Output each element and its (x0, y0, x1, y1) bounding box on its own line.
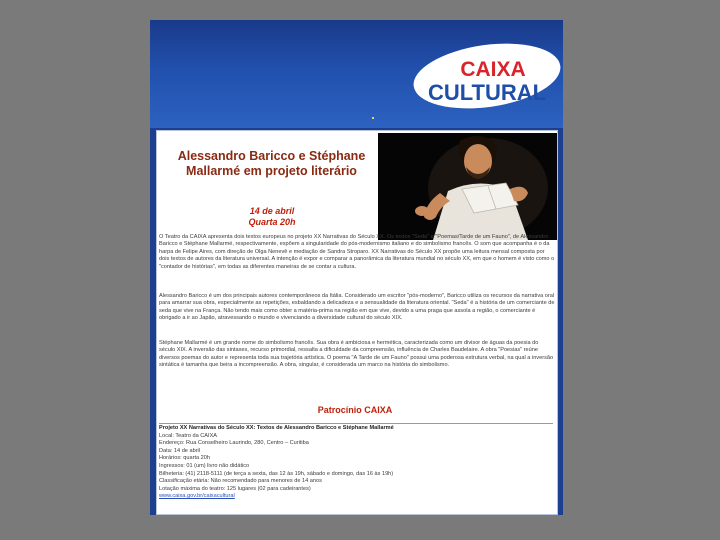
logo-cultural: CULTURAL (427, 80, 547, 105)
event-time: Horários: quarta 20h (159, 455, 210, 462)
event-local: Local: Teatro da CAIXA (159, 432, 218, 439)
performer-photo (378, 133, 557, 240)
website-link[interactable]: www.caixa.gov.br/caixacultural (159, 493, 235, 500)
mallarme-paragraph: Stéphane Mallarmé é um grande nome do simbolismo francês. Sua obra é ambiciosa e hermética, caracterizada como um divisor de águas da poesia do século XIX. A inversão das sintaxes, recurso primordial, ressalta a dificuldade da compreensão, influência de Charles Baudelaire. A obra "Poesias" reúne diversos poemas do autor e representa toda sua trajetória artística. O poema "A Tarde de um Fauno" possui uma poderosa estrutura verbal, na qual a inversão sintática é tamanha que beira a incompreensão. A obra, singular, é considerada um marco na história do simbolismo. (159, 340, 554, 369)
event-date-info: Data: 14 de abril (159, 447, 201, 454)
event-box-office: Bilheteria: (41) 2118-5111 (de terça a sexta, das 12 às 19h, sábado e domingo, das 16 às 19h) (159, 470, 394, 477)
content-panel (156, 130, 558, 515)
intro-paragraph: O Teatro da CAIXA apresenta dois textos europeus no projeto XX Narrativas do Século XX. Os textos "Seda" e "Poemas/Tarde de um Fauno", de Alessandro Baricco e Stéphane Mallarmé, respectivamente, expõem a singularidade do pós-modernismo italiano e do simbolismo francês. O som que acompanha é o da harpa de Felipe Aires, com direção de Olga Nenevê e mediação de Sandra Stroparo. XX Narrativas do Século XX propõe uma leitura mensal composta por dois textos de autores da literatura universal. A intenção é expor e comparar a panorâmica da literatura mundial no século XX, em que o homem é visto como o "contador de histórias", em todas as diferentes maneiras de se contar a cultura. (159, 234, 555, 270)
flyer-frame (150, 20, 563, 515)
event-date (197, 206, 347, 228)
event-info (159, 425, 555, 501)
header-banner (150, 20, 563, 128)
decor-dot (372, 117, 374, 119)
sponsor-heading: Patrocínio CAIXA (317, 405, 393, 415)
event-tickets: Ingressos: 01 (um) livro não didático (159, 462, 250, 469)
baricco-paragraph: Alessandro Baricco é um dos principais autores contemporâneos da Itália. Considerado um escritor "pós-moderno", Baricco utiliza os recursos da narrativa oral para amarrar sua obra, especialmente as repetições, esbaldando a delicadeza e a sensualidade da literatura oriental. "Seda" é a história de um comerciante de seda que vive na França. Não tendo mais como obter a matéria-prima na região em que vive, devido a uma praga que assola a região, o comerciante é obrigado a ir ao Japão, atravessando o mundo e vivenciando a diversidade cultural do século XIX. (159, 293, 555, 322)
date-time: Quarta 20h (248, 217, 296, 227)
logo-caixa: CAIXA (460, 58, 526, 81)
performer-face (464, 144, 492, 178)
event-address: Endereço: Rua Conselheiro Laurindo, 280, Centro – Curitiba (159, 440, 309, 447)
caixa-cultural-logo (413, 40, 563, 110)
date-day: 14 de abril (249, 206, 295, 216)
article-title: Alessandro Baricco e Stéphane Mallarmé em projeto literário (177, 149, 366, 178)
divider (159, 423, 553, 424)
performer-hand (415, 206, 429, 216)
event-rating: Classificação etária: Não recomendado para menores de 14 anos (159, 478, 322, 485)
event-capacity: Lotação máxima do teatro: 125 lugares (02 para cadeirantes) (159, 485, 311, 492)
event-info-heading: Projeto XX Narrativas do Século XX: Textos de Alessandro Baricco e Stéphane Mallarmé (159, 425, 394, 431)
